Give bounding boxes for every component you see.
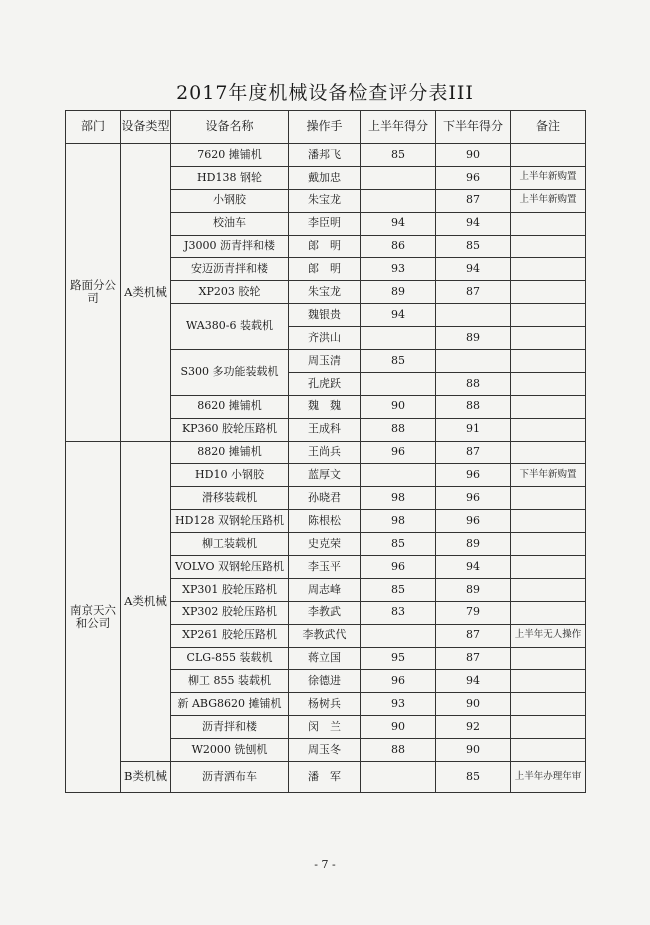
category-cell: A类机械 [121,144,171,442]
score-h2: 90 [436,739,511,762]
score-h1 [361,624,436,647]
score-h2: 92 [436,716,511,739]
score-h1: 85 [361,144,436,167]
note [511,327,586,350]
note: 下半年新购置 [511,464,586,487]
score-h1: 83 [361,601,436,624]
header-name: 设备名称 [171,111,289,144]
score-h2: 87 [436,441,511,464]
equipment-name: XP301 胶轮压路机 [171,578,289,601]
score-h1 [361,189,436,212]
operator: 孔虎跃 [289,372,361,395]
equipment-name: VOLVO 双钢轮压路机 [171,556,289,579]
equipment-name: 小钢胶 [171,189,289,212]
score-h2: 87 [436,624,511,647]
score-h2: 85 [436,762,511,793]
equipment-name: 安迈沥青拌和楼 [171,258,289,281]
note [511,533,586,556]
operator: 王尚兵 [289,441,361,464]
category-cell: A类机械 [121,441,171,761]
score-h1 [361,464,436,487]
operator: 魏 魏 [289,395,361,418]
score-h2: 96 [436,166,511,189]
equipment-name: XP203 胶轮 [171,281,289,304]
score-h2: 89 [436,578,511,601]
note [511,487,586,510]
equipment-name: KP360 胶轮压路机 [171,418,289,441]
equipment-name: 柳工装载机 [171,533,289,556]
equipment-name: CLG-855 装载机 [171,647,289,670]
score-h2: 87 [436,281,511,304]
equipment-name: J3000 沥青拌和楼 [171,235,289,258]
page-number: - 7 - [314,858,336,871]
table-row [66,441,586,464]
note [511,395,586,418]
note [511,739,586,762]
score-h1 [361,372,436,395]
score-h2: 88 [436,372,511,395]
note [511,510,586,533]
operator: 蒋立国 [289,647,361,670]
operator: 潘 军 [289,762,361,793]
score-h1: 90 [361,395,436,418]
operator: 李教武 [289,601,361,624]
operator: 李臣明 [289,212,361,235]
score-h2: 79 [436,601,511,624]
header-h2: 下半年得分 [436,111,511,144]
score-h2: 90 [436,144,511,167]
operator: 陈根松 [289,510,361,533]
score-h1: 94 [361,212,436,235]
operator: 朱宝龙 [289,281,361,304]
document-title: 2017年度机械设备检查评分表III [176,82,474,104]
score-h1: 85 [361,350,436,373]
score-h2: 91 [436,418,511,441]
operator: 郎 明 [289,258,361,281]
operator: 周玉清 [289,350,361,373]
score-h1: 98 [361,510,436,533]
note [511,693,586,716]
operator: 周玉冬 [289,739,361,762]
note [511,144,586,167]
note [511,212,586,235]
header-dept: 部门 [66,111,121,144]
score-h1: 86 [361,235,436,258]
equipment-name: HD10 小钢胶 [171,464,289,487]
score-h1 [361,762,436,793]
note: 上半年新购置 [511,189,586,212]
equipment-name: 沥青洒布车 [171,762,289,793]
score-h2: 94 [436,258,511,281]
operator: 王成科 [289,418,361,441]
score-h1: 93 [361,258,436,281]
note [511,304,586,327]
note [511,235,586,258]
equipment-name: S300 多功能装载机 [171,350,289,396]
score-h1: 89 [361,281,436,304]
equipment-name: 沥青拌和楼 [171,716,289,739]
note [511,350,586,373]
operator: 史克荣 [289,533,361,556]
note: 上半年办理年审 [511,762,586,793]
score-h2: 90 [436,693,511,716]
equipment-name: W2000 铣刨机 [171,739,289,762]
score-h2: 94 [436,212,511,235]
note [511,441,586,464]
score-h2: 96 [436,510,511,533]
score-h1: 88 [361,418,436,441]
equipment-name: 新 ABG8620 摊铺机 [171,693,289,716]
operator: 孙晓君 [289,487,361,510]
equipment-name: 柳工 855 装载机 [171,670,289,693]
operator: 潘邦飞 [289,144,361,167]
equipment-name: 8620 摊铺机 [171,395,289,418]
dept-cell: 路面分公司 [66,144,121,442]
score-h1: 98 [361,487,436,510]
equipment-name: HD128 双钢轮压路机 [171,510,289,533]
score-h1: 88 [361,739,436,762]
category-cell: B类机械 [121,762,171,793]
score-h2: 96 [436,464,511,487]
score-h1: 85 [361,578,436,601]
operator: 闵 兰 [289,716,361,739]
inspection-score-table [65,110,586,793]
note: 上半年新购置 [511,166,586,189]
score-h1: 85 [361,533,436,556]
score-h2: 88 [436,395,511,418]
score-h1 [361,166,436,189]
score-h1 [361,327,436,350]
operator: 杨树兵 [289,693,361,716]
score-h2: 87 [436,189,511,212]
dept-cell: 南京天六和公司 [66,441,121,792]
score-h1: 96 [361,556,436,579]
score-h1: 95 [361,647,436,670]
score-h2 [436,350,511,373]
operator: 李玉平 [289,556,361,579]
note [511,578,586,601]
score-h1: 93 [361,693,436,716]
note [511,670,586,693]
operator: 周志峰 [289,578,361,601]
table-row [66,762,586,793]
score-h1: 94 [361,304,436,327]
equipment-name: 滑移装载机 [171,487,289,510]
score-h1: 90 [361,716,436,739]
equipment-name: HD138 钢轮 [171,166,289,189]
header-row [66,111,586,144]
note [511,372,586,395]
note [511,601,586,624]
score-h2 [436,304,511,327]
score-h2: 89 [436,327,511,350]
score-h2: 87 [436,647,511,670]
equipment-name: 校油车 [171,212,289,235]
score-h2: 85 [436,235,511,258]
score-h2: 94 [436,556,511,579]
note [511,418,586,441]
header-category: 设备类型 [121,111,171,144]
header-operator: 操作手 [289,111,361,144]
operator: 徐德进 [289,670,361,693]
note [511,258,586,281]
note [511,716,586,739]
operator: 蓝厚文 [289,464,361,487]
equipment-name: 8820 摊铺机 [171,441,289,464]
operator: 李教武代 [289,624,361,647]
score-h1: 96 [361,441,436,464]
score-h2: 96 [436,487,511,510]
score-h1: 96 [361,670,436,693]
operator: 齐洪山 [289,327,361,350]
note [511,281,586,304]
equipment-name: XP302 胶轮压路机 [171,601,289,624]
operator: 郎 明 [289,235,361,258]
equipment-name: XP261 胶轮压路机 [171,624,289,647]
score-h2: 94 [436,670,511,693]
score-h2: 89 [436,533,511,556]
note: 上半年无人操作 [511,624,586,647]
table-row [66,144,586,167]
note [511,556,586,579]
equipment-name: WA380-6 装载机 [171,304,289,350]
header-h1: 上半年得分 [361,111,436,144]
operator: 戴加忠 [289,166,361,189]
equipment-name: 7620 摊铺机 [171,144,289,167]
header-note: 备注 [511,111,586,144]
operator: 魏银贵 [289,304,361,327]
note [511,647,586,670]
operator: 朱宝龙 [289,189,361,212]
